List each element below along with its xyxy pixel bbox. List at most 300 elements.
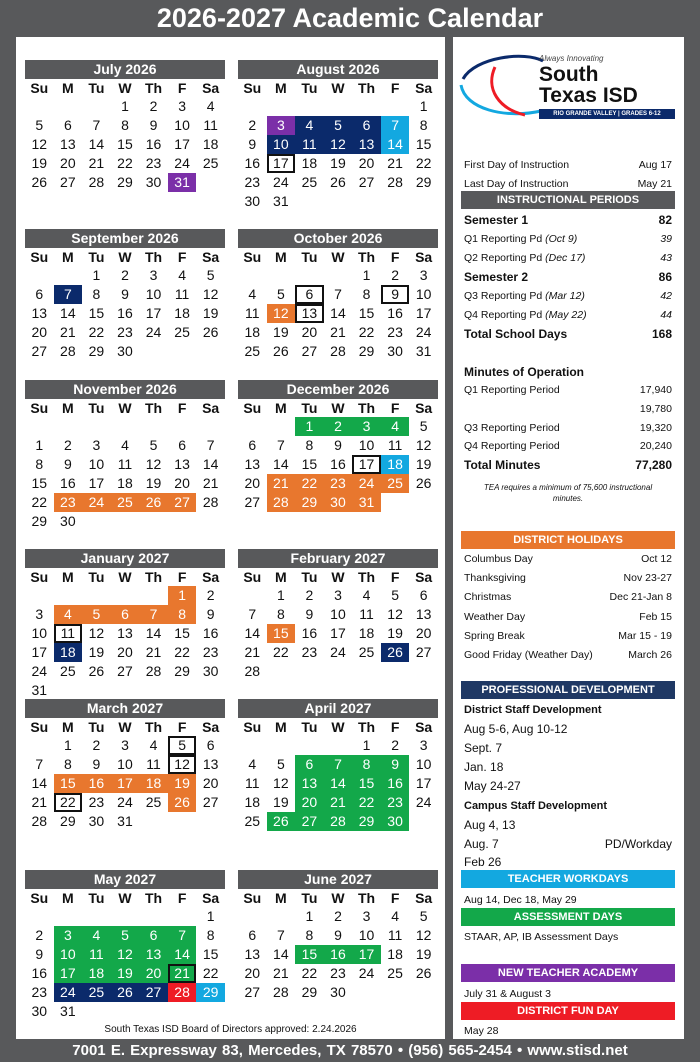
day-cell: 23 <box>330 965 346 981</box>
period-value: 42 <box>660 290 672 302</box>
day-cell: 2 <box>334 908 342 924</box>
day-cell: 2 <box>305 587 314 603</box>
month-title: August 2026 <box>238 60 438 79</box>
board-approval-note: South Texas ISD Board of Directors approved: 2.24.2026 <box>104 1024 357 1035</box>
day-cell: 7 <box>334 286 342 302</box>
day-cell: 3 <box>334 587 342 603</box>
day-cell: 4 <box>248 756 257 772</box>
day-cell: 31 <box>352 493 381 512</box>
day-cell: 6 <box>206 737 215 753</box>
minutes-row <box>464 421 672 435</box>
day-cell: 16 <box>60 475 76 491</box>
day-cell: 11 <box>295 135 324 154</box>
weekday-header: Sa <box>202 719 220 735</box>
weekday-header: F <box>177 80 187 96</box>
month-calendar <box>25 380 225 531</box>
day-cell: 25 <box>202 155 219 171</box>
day-cell: 27 <box>301 343 318 359</box>
logo-swoosh-icon <box>455 49 545 124</box>
day-cell: 20 <box>60 155 76 171</box>
day-cell: 15 <box>301 456 318 472</box>
academy-header: NEW TEACHER ACADEMY <box>461 964 675 982</box>
weekday-header: F <box>177 400 187 416</box>
day-cell: 15 <box>31 475 48 491</box>
day-cell: 21 <box>330 324 346 340</box>
day-cell: 30 <box>31 1003 48 1019</box>
day-cell: 19 <box>273 794 289 810</box>
day-cell: 10 <box>330 606 346 622</box>
day-cell: 22 <box>301 965 318 981</box>
day-cell: 16 <box>244 155 261 171</box>
empty-day-cell <box>139 417 168 436</box>
day-cell: 25 <box>244 343 261 359</box>
day-cell: 12 <box>324 135 353 154</box>
day-cell: 1 <box>362 737 371 753</box>
weekday-header: Su <box>243 80 262 96</box>
month-day-grid <box>238 718 438 831</box>
campus-staff-dev-label: Campus Staff Development <box>464 800 608 812</box>
day-cell: 29 <box>60 813 76 829</box>
day-cell: 2 <box>206 587 215 603</box>
day-cell: 29 <box>358 343 375 359</box>
weekday-header: Sa <box>415 890 433 906</box>
day-cell: 15 <box>358 305 375 321</box>
empty-day-cell <box>267 266 296 285</box>
day-cell: 10 <box>267 135 296 154</box>
day-cell: 12 <box>387 606 403 622</box>
day-cell: 30 <box>387 343 403 359</box>
weekday-header: Sa <box>415 569 433 585</box>
pd-header: PROFESSIONAL DEVELOPMENT <box>461 681 675 699</box>
period-row <box>464 232 672 246</box>
day-cell: 12 <box>202 286 219 302</box>
weekday-header: Tu <box>301 80 318 96</box>
day-cell: 12 <box>267 304 296 323</box>
day-cell: 17 <box>352 945 381 964</box>
weekday-header: Sa <box>202 80 220 96</box>
day-cell: 20 <box>31 324 48 340</box>
day-cell: 31 <box>117 813 133 829</box>
empty-day-cell <box>267 97 296 116</box>
day-cell: 2 <box>35 927 44 943</box>
day-cell: 26 <box>415 965 432 981</box>
day-cell: 18 <box>387 946 403 962</box>
day-cell: 26 <box>31 174 48 190</box>
minutes-label <box>464 458 540 472</box>
day-cell: 1 <box>92 267 101 283</box>
month-calendar <box>25 699 225 831</box>
weekday-header: Th <box>144 890 163 906</box>
day-cell: 18 <box>381 455 410 474</box>
empty-day-cell <box>139 907 168 926</box>
empty-day-cell <box>238 736 267 755</box>
empty-day-cell <box>168 907 197 926</box>
day-cell: 1 <box>295 417 324 436</box>
day-cell: 28 <box>145 663 162 679</box>
day-cell: 7 <box>92 117 101 133</box>
day-cell: 18 <box>117 475 133 491</box>
empty-day-cell <box>25 97 54 116</box>
district-pd-date: May 24-27 <box>464 779 521 793</box>
empty-day-cell <box>25 266 54 285</box>
month-calendar <box>238 60 438 211</box>
tea-minimum-note: TEA requires a minimum of 75,600 instructional minutes. <box>483 483 653 503</box>
month-day-grid <box>238 568 438 681</box>
day-cell: 21 <box>60 324 76 340</box>
empty-day-cell <box>324 736 353 755</box>
month-title: March 2027 <box>25 699 225 718</box>
day-cell: 19 <box>387 625 403 641</box>
empty-day-cell <box>238 417 267 436</box>
weekday-header: W <box>331 890 345 906</box>
day-cell: 5 <box>168 736 197 755</box>
day-cell: 8 <box>419 117 428 133</box>
day-cell: 19 <box>330 155 346 171</box>
weekday-header: W <box>118 890 132 906</box>
holiday-value: Mar 15 - 19 <box>618 629 672 642</box>
day-cell: 21 <box>267 474 296 493</box>
day-cell: 14 <box>324 774 353 793</box>
day-cell: 6 <box>295 755 324 774</box>
day-cell: 19 <box>415 946 432 962</box>
day-cell: 2 <box>149 98 158 114</box>
day-cell: 22 <box>352 793 381 812</box>
month-title: January 2027 <box>25 549 225 568</box>
day-cell: 20 <box>244 965 261 981</box>
day-cell: 18 <box>139 774 168 793</box>
day-cell: 2 <box>63 437 72 453</box>
day-cell: 26 <box>267 812 296 831</box>
pd-workday-label: PD/Workday <box>604 837 672 851</box>
day-cell: 19 <box>202 305 219 321</box>
day-cell: 8 <box>35 456 44 472</box>
day-cell: 7 <box>206 437 215 453</box>
day-cell: 27 <box>244 494 261 510</box>
minutes-row <box>464 439 672 453</box>
day-cell: 28 <box>273 984 289 1000</box>
day-cell: 4 <box>149 737 158 753</box>
day-cell: 27 <box>117 663 133 679</box>
day-cell: 15 <box>415 136 432 152</box>
weekday-header: Th <box>144 569 163 585</box>
day-cell: 9 <box>334 437 342 453</box>
holiday-value: Feb 15 <box>639 610 672 623</box>
day-cell: 20 <box>358 155 375 171</box>
day-cell: 4 <box>381 417 410 436</box>
period-label <box>464 251 585 265</box>
day-cell: 21 <box>88 155 105 171</box>
weekday-header: Sa <box>415 80 433 96</box>
day-cell: 16 <box>324 945 353 964</box>
day-cell: 2 <box>121 267 129 283</box>
day-cell: 5 <box>324 116 353 135</box>
month-calendar <box>238 229 438 361</box>
day-cell: 11 <box>387 437 403 453</box>
day-cell: 16 <box>82 774 111 793</box>
period-date: (Mar 12) <box>545 290 585 302</box>
minutes-value: 77,280 <box>635 458 672 473</box>
day-cell: 17 <box>267 154 296 173</box>
day-cell: 25 <box>145 794 162 810</box>
period-value: 82 <box>658 213 672 227</box>
day-cell: 19 <box>168 774 197 793</box>
footer-contact: 7001 E. Expressway 83, Mercedes, TX 78570 • (956) 565-2454 • www.stisd.net <box>72 1042 628 1059</box>
day-cell: 10 <box>415 756 432 772</box>
day-cell: 23 <box>381 793 410 812</box>
day-cell: 11 <box>82 945 111 964</box>
empty-day-cell <box>324 97 353 116</box>
day-cell: 14 <box>330 305 346 321</box>
holiday-label-text: Christmas <box>464 591 512 604</box>
holiday-row <box>464 610 672 624</box>
day-cell: 26 <box>111 983 140 1002</box>
day-cell: 8 <box>305 927 314 943</box>
day-cell: 23 <box>31 984 48 1000</box>
day-cell: 15 <box>88 305 105 321</box>
day-cell: 6 <box>248 437 257 453</box>
day-cell: 22 <box>415 155 432 171</box>
weekday-header: W <box>118 80 132 96</box>
day-cell: 31 <box>273 193 289 209</box>
day-cell: 21 <box>202 475 219 491</box>
day-cell: 9 <box>121 286 129 302</box>
logo-subtitle: RIO GRANDE VALLEY | GRADES 6-12 <box>539 109 675 119</box>
day-cell: 16 <box>381 774 410 793</box>
weekday-header: Sa <box>415 719 433 735</box>
day-cell: 5 <box>35 117 44 133</box>
day-cell: 12 <box>31 136 48 152</box>
day-cell: 26 <box>330 174 346 190</box>
day-cell: 6 <box>111 605 140 624</box>
day-cell: 8 <box>362 286 371 302</box>
weekday-header: Th <box>357 719 376 735</box>
day-cell: 24 <box>117 794 133 810</box>
weekday-header: Su <box>30 569 49 585</box>
day-cell: 25 <box>82 983 111 1002</box>
day-cell: 5 <box>276 286 285 302</box>
day-cell: 10 <box>358 927 375 943</box>
holiday-label <box>464 590 511 604</box>
day-cell: 24 <box>330 644 346 660</box>
month-day-grid <box>238 79 438 211</box>
day-cell: 3 <box>121 737 129 753</box>
holiday-value: Nov 23-27 <box>623 572 672 585</box>
day-cell: 9 <box>63 456 72 472</box>
weekday-header: W <box>331 400 345 416</box>
day-cell: 6 <box>419 587 428 603</box>
day-cell: 3 <box>149 267 158 283</box>
day-cell: 3 <box>267 116 296 135</box>
empty-day-cell <box>82 97 111 116</box>
empty-day-cell <box>238 266 267 285</box>
day-cell: 24 <box>31 663 48 679</box>
day-cell: 3 <box>419 267 428 283</box>
day-cell: 4 <box>54 605 83 624</box>
holiday-row <box>464 552 672 566</box>
period-label-text: Q4 Reporting Pd <box>464 309 543 321</box>
day-cell: 15 <box>352 774 381 793</box>
day-cell: 23 <box>54 493 83 512</box>
day-cell: 22 <box>117 155 133 171</box>
campus-pd-date: Aug. 7 <box>464 837 499 851</box>
day-cell: 1 <box>362 267 371 283</box>
day-cell: 25 <box>60 663 76 679</box>
month-title: February 2027 <box>238 549 438 568</box>
weekday-header: F <box>177 249 187 265</box>
day-cell: 11 <box>146 756 161 772</box>
minutes-value: 19,320 <box>639 421 672 434</box>
logo-name-line2: Texas ISD <box>539 84 638 107</box>
period-date: (May 22) <box>545 309 587 321</box>
day-cell: 7 <box>168 926 197 945</box>
day-cell: 4 <box>82 926 111 945</box>
day-cell: 31 <box>415 343 432 359</box>
month-title: September 2026 <box>25 229 225 248</box>
weekday-header: F <box>177 719 187 735</box>
holiday-label <box>464 552 533 566</box>
day-cell: 1 <box>168 586 197 605</box>
day-cell: 23 <box>88 794 105 810</box>
month-day-grid <box>238 248 438 361</box>
first-day-value: Aug 17 <box>638 159 672 171</box>
day-cell: 16 <box>301 625 318 641</box>
day-cell: 17 <box>111 774 140 793</box>
day-cell: 2 <box>391 267 399 283</box>
day-cell: 13 <box>202 756 219 772</box>
period-label-text: Q3 Reporting Pd <box>464 290 543 302</box>
day-cell: 18 <box>202 136 219 152</box>
day-cell: 13 <box>352 135 381 154</box>
weekday-header: Sa <box>202 890 220 906</box>
day-cell: 30 <box>145 174 162 190</box>
day-cell: 14 <box>381 135 410 154</box>
empty-day-cell <box>267 417 296 436</box>
day-cell: 5 <box>206 267 215 283</box>
month-day-grid <box>25 248 225 361</box>
day-cell: 18 <box>174 305 190 321</box>
weekday-header: W <box>331 80 345 96</box>
day-cell: 14 <box>202 456 219 472</box>
day-cell: 2 <box>248 117 257 133</box>
district-pd-date: Jan. 18 <box>464 760 504 774</box>
minutes-label <box>464 439 560 453</box>
weekday-header: Sa <box>202 569 220 585</box>
day-cell: 17 <box>415 775 432 791</box>
empty-day-cell <box>295 736 324 755</box>
day-cell: 27 <box>358 174 375 190</box>
day-cell: 9 <box>334 927 342 943</box>
weekday-header: F <box>390 80 400 96</box>
day-cell: 13 <box>60 136 76 152</box>
month-day-grid <box>25 718 225 831</box>
day-cell: 26 <box>202 324 219 340</box>
day-cell: 5 <box>419 908 428 924</box>
day-cell: 13 <box>295 304 324 323</box>
empty-day-cell <box>25 417 54 436</box>
day-cell: 22 <box>358 324 375 340</box>
day-cell: 1 <box>35 437 44 453</box>
day-cell: 13 <box>244 946 261 962</box>
day-cell: 14 <box>31 775 48 791</box>
day-cell: 10 <box>358 437 375 453</box>
day-cell: 8 <box>63 756 72 772</box>
assessment-header: ASSESSMENT DAYS <box>461 908 675 926</box>
day-cell: 10 <box>54 945 83 964</box>
minutes-row <box>464 402 672 416</box>
weekday-header: Sa <box>202 400 220 416</box>
day-cell: 30 <box>381 812 410 831</box>
day-cell: 1 <box>63 737 72 753</box>
day-cell: 11 <box>117 456 133 472</box>
empty-day-cell <box>54 417 83 436</box>
day-cell: 30 <box>202 663 219 679</box>
day-cell: 22 <box>273 644 289 660</box>
day-cell: 30 <box>330 984 346 1000</box>
campus-pd-date: Aug 4, 13 <box>464 818 516 832</box>
minutes-value: 19,780 <box>639 402 672 415</box>
empty-day-cell <box>54 266 83 285</box>
day-cell: 12 <box>415 927 432 943</box>
day-cell: 25 <box>244 813 261 829</box>
day-cell: 12 <box>88 625 105 641</box>
day-cell: 29 <box>174 663 190 679</box>
day-cell: 17 <box>352 455 381 474</box>
weekday-header: Tu <box>301 719 318 735</box>
day-cell: 27 <box>295 812 324 831</box>
month-day-grid <box>238 399 438 512</box>
calendar-panel <box>16 37 445 1039</box>
funday-header: DISTRICT FUN DAY <box>461 1002 675 1020</box>
period-label <box>464 327 567 341</box>
day-cell: 10 <box>415 286 432 302</box>
weekday-header: Su <box>243 719 262 735</box>
period-row <box>464 213 672 227</box>
day-cell: 15 <box>267 624 296 643</box>
weekday-header: Su <box>30 719 49 735</box>
day-cell: 1 <box>121 98 129 114</box>
day-cell: 16 <box>330 456 346 472</box>
month-day-grid <box>25 399 225 531</box>
day-cell: 26 <box>273 343 289 359</box>
day-cell: 19 <box>145 475 162 491</box>
minutes-row <box>464 383 672 397</box>
day-cell: 8 <box>168 605 197 624</box>
weekday-header: Su <box>30 400 49 416</box>
weekday-header: Th <box>357 890 376 906</box>
day-cell: 24 <box>352 474 381 493</box>
day-cell: 8 <box>352 755 381 774</box>
day-cell: 8 <box>92 286 101 302</box>
period-value: 86 <box>658 270 672 284</box>
periods-header: INSTRUCTIONAL PERIODS <box>461 191 675 209</box>
empty-day-cell <box>82 586 111 605</box>
empty-day-cell <box>25 907 54 926</box>
minutes-label-text: Q3 Reporting Period <box>464 421 560 434</box>
day-cell: 16 <box>31 965 48 981</box>
day-cell: 4 <box>248 286 257 302</box>
month-title: May 2027 <box>25 870 225 889</box>
last-day-row <box>464 177 672 191</box>
holiday-label <box>464 629 525 643</box>
weekday-header: W <box>118 249 132 265</box>
day-cell: 28 <box>31 813 48 829</box>
period-label-text: Q2 Reporting Pd <box>464 252 543 264</box>
day-cell: 26 <box>381 643 410 662</box>
weekday-header: M <box>275 249 287 265</box>
holiday-label-text: Thanksgiving <box>464 572 526 585</box>
period-value: 43 <box>660 252 672 264</box>
day-cell: 18 <box>301 155 318 171</box>
